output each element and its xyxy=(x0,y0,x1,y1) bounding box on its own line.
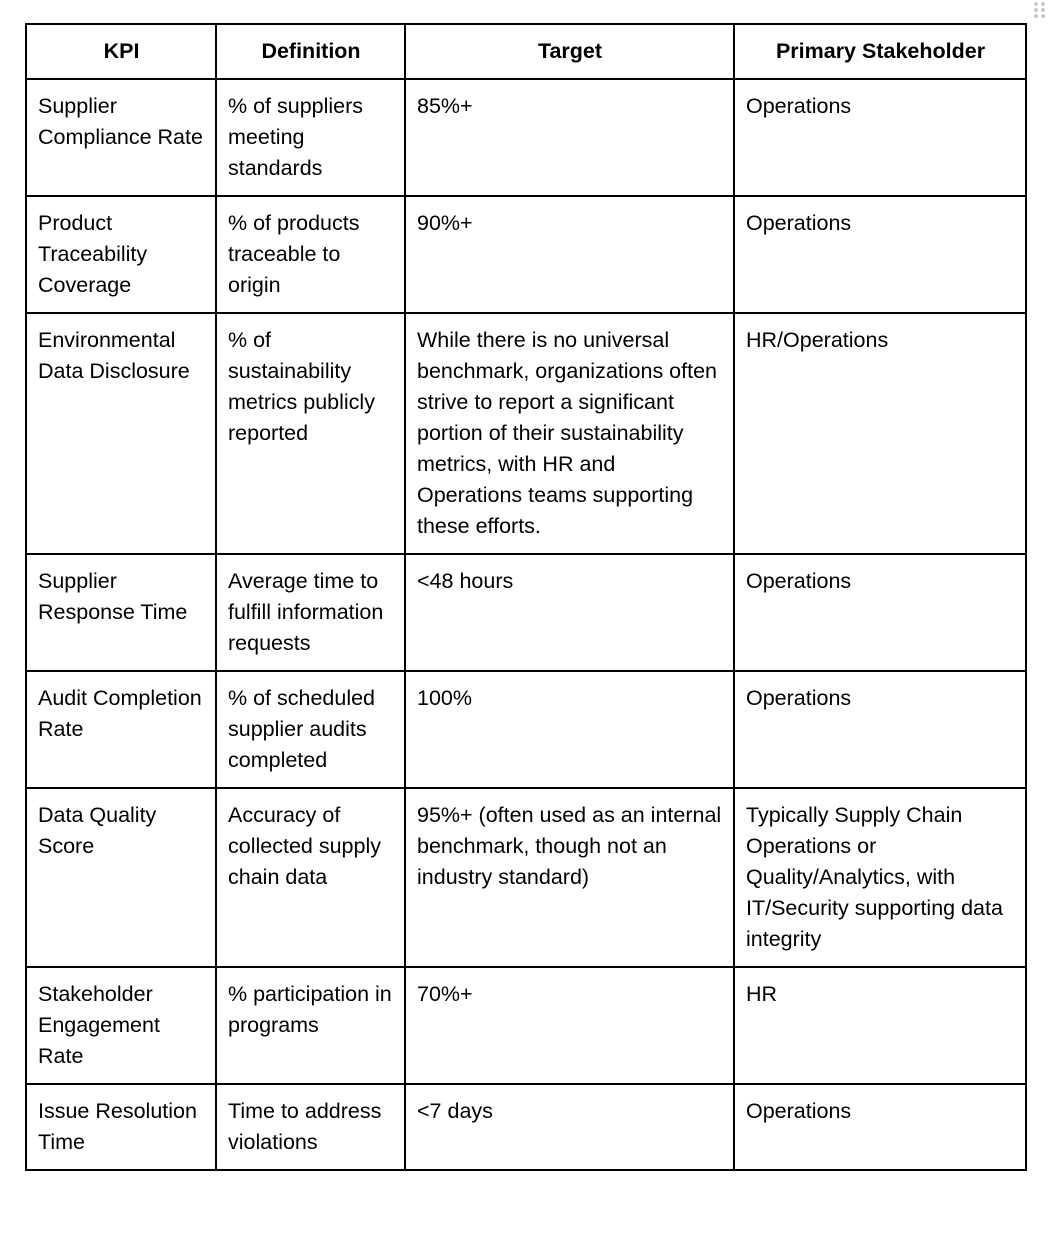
stakeholder-cell: Operations xyxy=(734,79,1026,196)
table-row xyxy=(26,313,1026,554)
grip-dot xyxy=(1041,8,1045,12)
kpi-cell: Supplier Response Time xyxy=(26,554,216,671)
grip-dot xyxy=(1034,8,1038,12)
kpi-cell: Supplier Compliance Rate xyxy=(26,79,216,196)
target-cell: 95%+ (often used as an internal benchmark, though not an industry standard) xyxy=(405,788,734,967)
table-row xyxy=(26,1084,1026,1170)
kpi-cell: Stakeholder Engagement Rate xyxy=(26,967,216,1084)
kpi-cell: Audit Completion Rate xyxy=(26,671,216,788)
stakeholder-cell: HR/Operations xyxy=(734,313,1026,554)
target-cell: 90%+ xyxy=(405,196,734,313)
grip-dot xyxy=(1034,2,1038,6)
target-cell: <48 hours xyxy=(405,554,734,671)
column-header-kpi: KPI xyxy=(26,24,216,79)
kpi-cell: Environmental Data Disclosure xyxy=(26,313,216,554)
table-row xyxy=(26,196,1026,313)
grip-dot xyxy=(1041,2,1045,6)
table-row xyxy=(26,79,1026,196)
stakeholder-cell: Operations xyxy=(734,196,1026,313)
definition-cell: % of scheduled supplier audits completed xyxy=(216,671,405,788)
grip-dot xyxy=(1041,14,1045,18)
drag-handle-icon[interactable] xyxy=(1032,0,1046,20)
table-row xyxy=(26,554,1026,671)
target-cell: 100% xyxy=(405,671,734,788)
table-header-row xyxy=(26,24,1026,79)
definition-cell: % of suppliers meeting standards xyxy=(216,79,405,196)
column-header-target: Target xyxy=(405,24,734,79)
target-cell: While there is no universal benchmark, organizations often strive to report a significant portion of their sustainability metrics, with HR and Operations teams supporting these efforts. xyxy=(405,313,734,554)
definition-cell: Accuracy of collected supply chain data xyxy=(216,788,405,967)
kpi-cell: Data Quality Score xyxy=(26,788,216,967)
definition-cell: % of sustainability metrics publicly reported xyxy=(216,313,405,554)
table-row xyxy=(26,967,1026,1084)
target-cell: 85%+ xyxy=(405,79,734,196)
definition-cell: % participation in programs xyxy=(216,967,405,1084)
kpi-table xyxy=(25,23,1027,1171)
grip-dot xyxy=(1034,14,1038,18)
table-row xyxy=(26,788,1026,967)
definition-cell: Time to address violations xyxy=(216,1084,405,1170)
table-row xyxy=(26,671,1026,788)
stakeholder-cell: Operations xyxy=(734,554,1026,671)
column-header-definition: Definition xyxy=(216,24,405,79)
definition-cell: Average time to fulfill information requests xyxy=(216,554,405,671)
target-cell: 70%+ xyxy=(405,967,734,1084)
column-header-stakeholder: Primary Stakeholder xyxy=(734,24,1026,79)
stakeholder-cell: HR xyxy=(734,967,1026,1084)
stakeholder-cell: Typically Supply Chain Operations or Quality/Analytics, with IT/Security supporting data integrity xyxy=(734,788,1026,967)
stakeholder-cell: Operations xyxy=(734,671,1026,788)
target-cell: <7 days xyxy=(405,1084,734,1170)
kpi-cell: Issue Resolution Time xyxy=(26,1084,216,1170)
stakeholder-cell: Operations xyxy=(734,1084,1026,1170)
kpi-cell: Product Traceability Coverage xyxy=(26,196,216,313)
definition-cell: % of products traceable to origin xyxy=(216,196,405,313)
